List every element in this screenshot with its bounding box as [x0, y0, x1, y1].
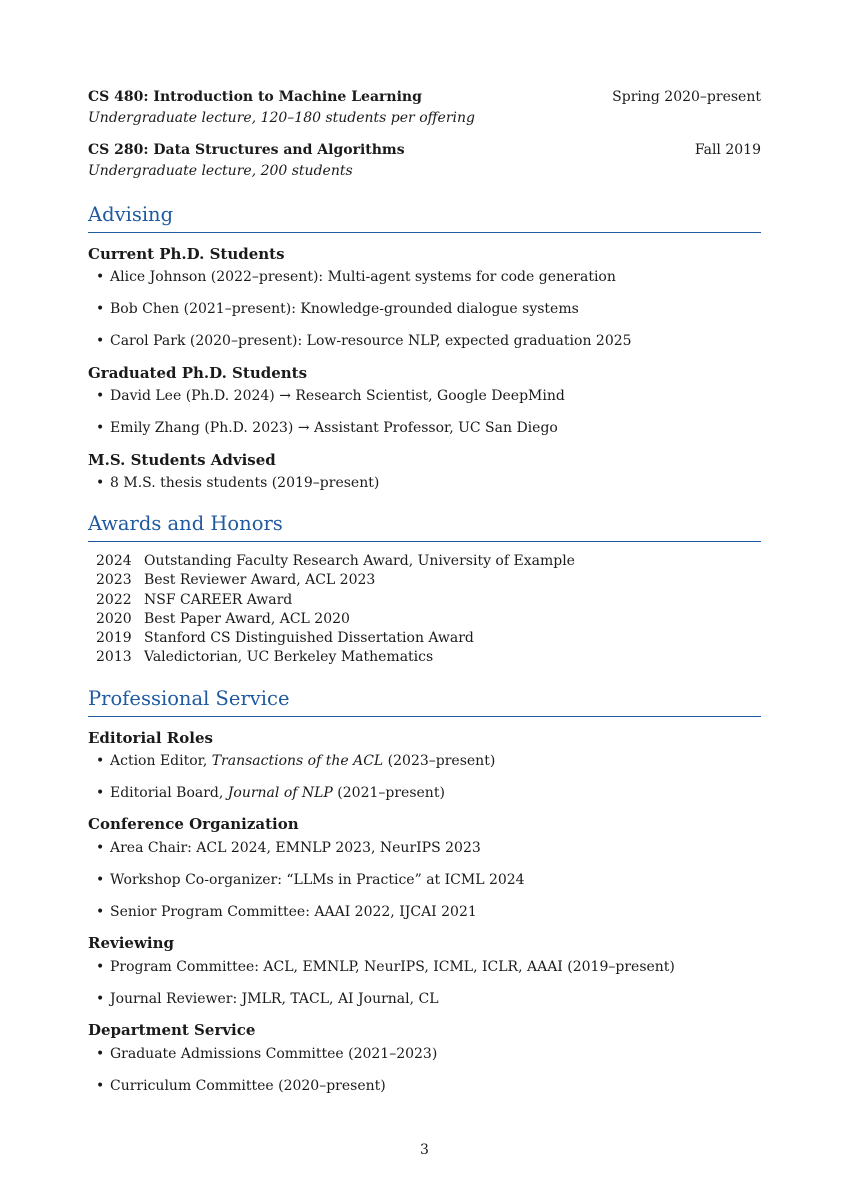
bullet-icon: • [96, 269, 105, 285]
bullet-icon: • [96, 959, 105, 975]
list-item-text: Journal Reviewer: JMLR, TACL, AI Journal, CL [110, 991, 439, 1007]
role-dates: (2021–present) [332, 785, 445, 801]
course-date: Fall 2019 [694, 142, 761, 158]
bullet-icon: • [96, 475, 105, 491]
bullet-icon: • [96, 785, 105, 801]
subsection-heading: Reviewing [88, 934, 174, 952]
advising-section [88, 203, 761, 233]
venue-name: Transactions of the ACL [211, 753, 384, 769]
list-item [88, 1045, 761, 1063]
bullet-icon: • [96, 388, 105, 404]
bullet-icon: • [96, 301, 105, 317]
role-text: Action Editor, [110, 753, 212, 769]
award-row [88, 591, 575, 610]
conference-list [88, 871, 761, 889]
list-item-text: Graduate Admissions Committee (2021–2023) [110, 1046, 438, 1062]
current-phd-list [88, 332, 761, 350]
bullet-icon: • [96, 1078, 105, 1094]
bullet-icon: • [96, 991, 105, 1007]
list-item-text: Alice Johnson (2022–present): Multi-agent systems for code generation [110, 269, 616, 285]
list-item [88, 784, 761, 802]
list-item [88, 268, 761, 286]
award-year: 2020 [96, 610, 132, 627]
award-text: NSF CAREER Award [144, 591, 293, 608]
award-row [88, 629, 575, 648]
subsection-heading: Editorial Roles [88, 729, 213, 747]
subsection-heading: Department Service [88, 1021, 256, 1039]
graduated-phd-block [88, 363, 761, 383]
list-item [88, 752, 761, 770]
graduated-phd-list [88, 419, 761, 437]
reviewing-list [88, 990, 761, 1008]
role-text: Editorial Board, [110, 785, 228, 801]
course-title: CS 480: Introduction to Machine Learning [88, 89, 422, 105]
award-text: Valedictorian, UC Berkeley Mathematics [144, 649, 434, 666]
page-number: 3 [420, 1142, 429, 1158]
service-section [88, 687, 761, 717]
list-item-text: Bob Chen (2021–present): Knowledge-grounded dialogue systems [110, 301, 579, 317]
current-phd-list [88, 300, 761, 318]
course-entry [88, 88, 761, 127]
bullet-icon: • [96, 872, 105, 888]
award-row [88, 571, 575, 590]
bullet-icon: • [96, 840, 105, 856]
award-year: 2013 [96, 649, 132, 666]
reviewing-block [88, 933, 761, 953]
reviewing-list [88, 958, 761, 976]
list-item-text: Area Chair: ACL 2024, EMNLP 2023, NeurIPS 2023 [110, 840, 481, 856]
list-item [88, 474, 761, 492]
award-year: 2024 [96, 553, 132, 569]
editorial-list [88, 752, 761, 770]
award-year: 2019 [96, 630, 132, 647]
subsection-heading: Conference Organization [88, 815, 299, 833]
list-item [88, 419, 761, 437]
subsection-heading: Current Ph.D. Students [88, 245, 285, 263]
section-title: Awards and Honors [88, 512, 761, 542]
subsection-heading: M.S. Students Advised [88, 451, 276, 469]
course-date: Spring 2020–present [612, 89, 761, 105]
awards-section [88, 512, 761, 542]
editorial-block [88, 728, 761, 748]
list-item [88, 1077, 761, 1095]
list-item [88, 903, 761, 921]
venue-name: Journal of NLP [227, 785, 333, 801]
subsection-heading: Graduated Ph.D. Students [88, 364, 308, 382]
department-list [88, 1077, 761, 1095]
section-title: Professional Service [88, 687, 761, 717]
list-item-text: Curriculum Committee (2020–present) [110, 1078, 386, 1094]
conference-block [88, 814, 761, 834]
course-subtitle: Undergraduate lecture, 120–180 students per offering [88, 110, 475, 126]
list-item-text: Program Committee: ACL, EMNLP, NeurIPS, ICML, ICLR, AAAI (2019–present) [110, 959, 675, 975]
list-item [88, 387, 761, 405]
bullet-icon: • [96, 420, 105, 436]
list-item [88, 300, 761, 318]
list-item [88, 839, 761, 857]
course-entry [88, 141, 761, 180]
conference-list [88, 839, 761, 857]
course-title: CS 280: Data Structures and Algorithms [88, 142, 405, 158]
ms-list [88, 474, 761, 492]
graduated-phd-list [88, 387, 761, 405]
list-item [88, 332, 761, 350]
section-title: Advising [88, 203, 761, 233]
bullet-icon: • [96, 1046, 105, 1062]
list-item [88, 990, 761, 1008]
award-row [88, 648, 575, 667]
conference-list [88, 903, 761, 921]
award-row [88, 552, 575, 571]
bullet-icon: • [96, 333, 105, 349]
list-item-text: Senior Program Committee: AAAI 2022, IJCAI 2021 [110, 904, 477, 920]
current-phd-list [88, 268, 761, 286]
bullet-icon: • [96, 753, 105, 769]
list-item-text: Carol Park (2020–present): Low-resource NLP, expected graduation 2025 [110, 333, 632, 349]
course-subtitle: Undergraduate lecture, 200 students [88, 163, 353, 179]
department-block [88, 1020, 761, 1040]
award-text: Stanford CS Distinguished Dissertation Award [144, 630, 474, 647]
list-item-text: 8 M.S. thesis students (2019–present) [110, 475, 380, 491]
awards-list [88, 552, 575, 668]
bullet-icon: • [96, 904, 105, 920]
award-year: 2022 [96, 591, 132, 608]
list-item [88, 958, 761, 976]
role-dates: (2023–present) [383, 753, 496, 769]
award-text: Outstanding Faculty Research Award, University of Example [144, 553, 575, 569]
ms-block [88, 450, 761, 470]
department-list [88, 1045, 761, 1063]
award-row [88, 610, 575, 629]
current-phd-block [88, 244, 761, 264]
list-item-text: David Lee (Ph.D. 2024) → Research Scientist, Google DeepMind [110, 388, 565, 404]
award-text: Best Paper Award, ACL 2020 [144, 610, 350, 627]
list-item [88, 871, 761, 889]
award-year: 2023 [96, 572, 132, 589]
award-text: Best Reviewer Award, ACL 2023 [144, 572, 376, 589]
list-item-text: Emily Zhang (Ph.D. 2023) → Assistant Professor, UC San Diego [110, 420, 558, 436]
list-item-text: Workshop Co-organizer: “LLMs in Practice” at ICML 2024 [110, 872, 525, 888]
editorial-list [88, 784, 761, 802]
